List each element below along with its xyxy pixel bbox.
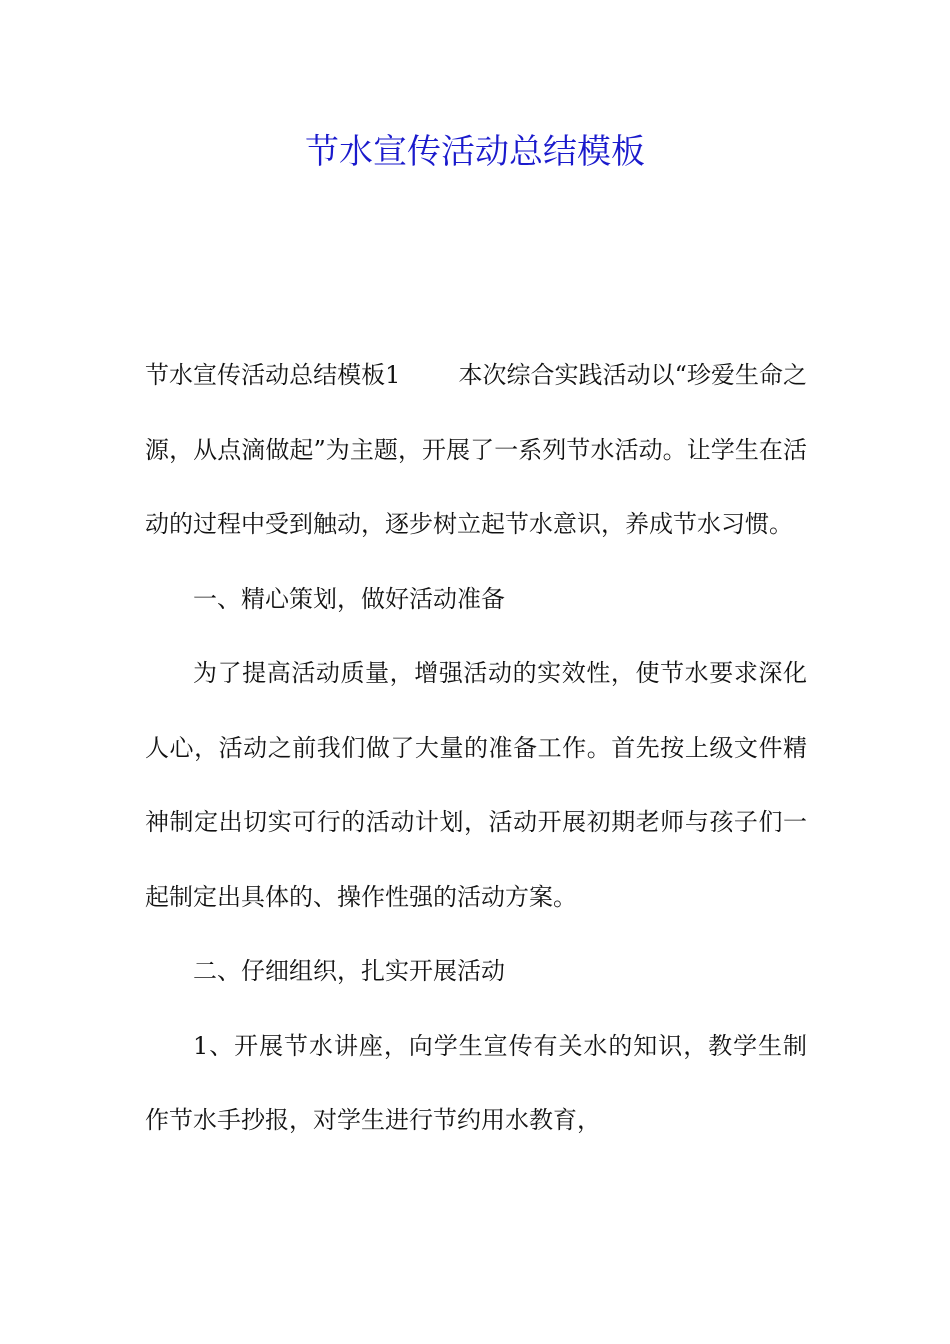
section-1-paragraph: 为了提高活动质量，增强活动的实效性，使节水要求深化人心，活动之前我们做了大量的准备工作。首先按上级文件精神制定出切实可行的活动计划，活动开展初期老师与孩子们一起制定出具体的、操作性强的活动方案。: [145, 659, 807, 911]
item-1-paragraph: 1、开展节水讲座，向学生宣传有关水的知识，教学生制作节水手抄报，对学生进行节约用水教育，: [145, 1031, 807, 1134]
lead-text: 本次综合实践活动以“珍爱生命之源，从点滴做起”为主题，开展了一系列节水活动。让学生在活动的过程中受到触动，逐步树立起节水意识，养成节水习惯。: [145, 361, 807, 538]
lead-heading: 节水宣传活动总结模板1: [145, 361, 401, 389]
document-title: 节水宣传活动总结模板: [305, 132, 645, 172]
section-2-heading: 二、仔细组织，扎实开展活动: [193, 957, 505, 985]
document-body: [145, 338, 807, 1158]
lead-paragraph: [145, 338, 807, 562]
section-1-heading: 一、精心策划，做好活动准备: [193, 584, 505, 613]
